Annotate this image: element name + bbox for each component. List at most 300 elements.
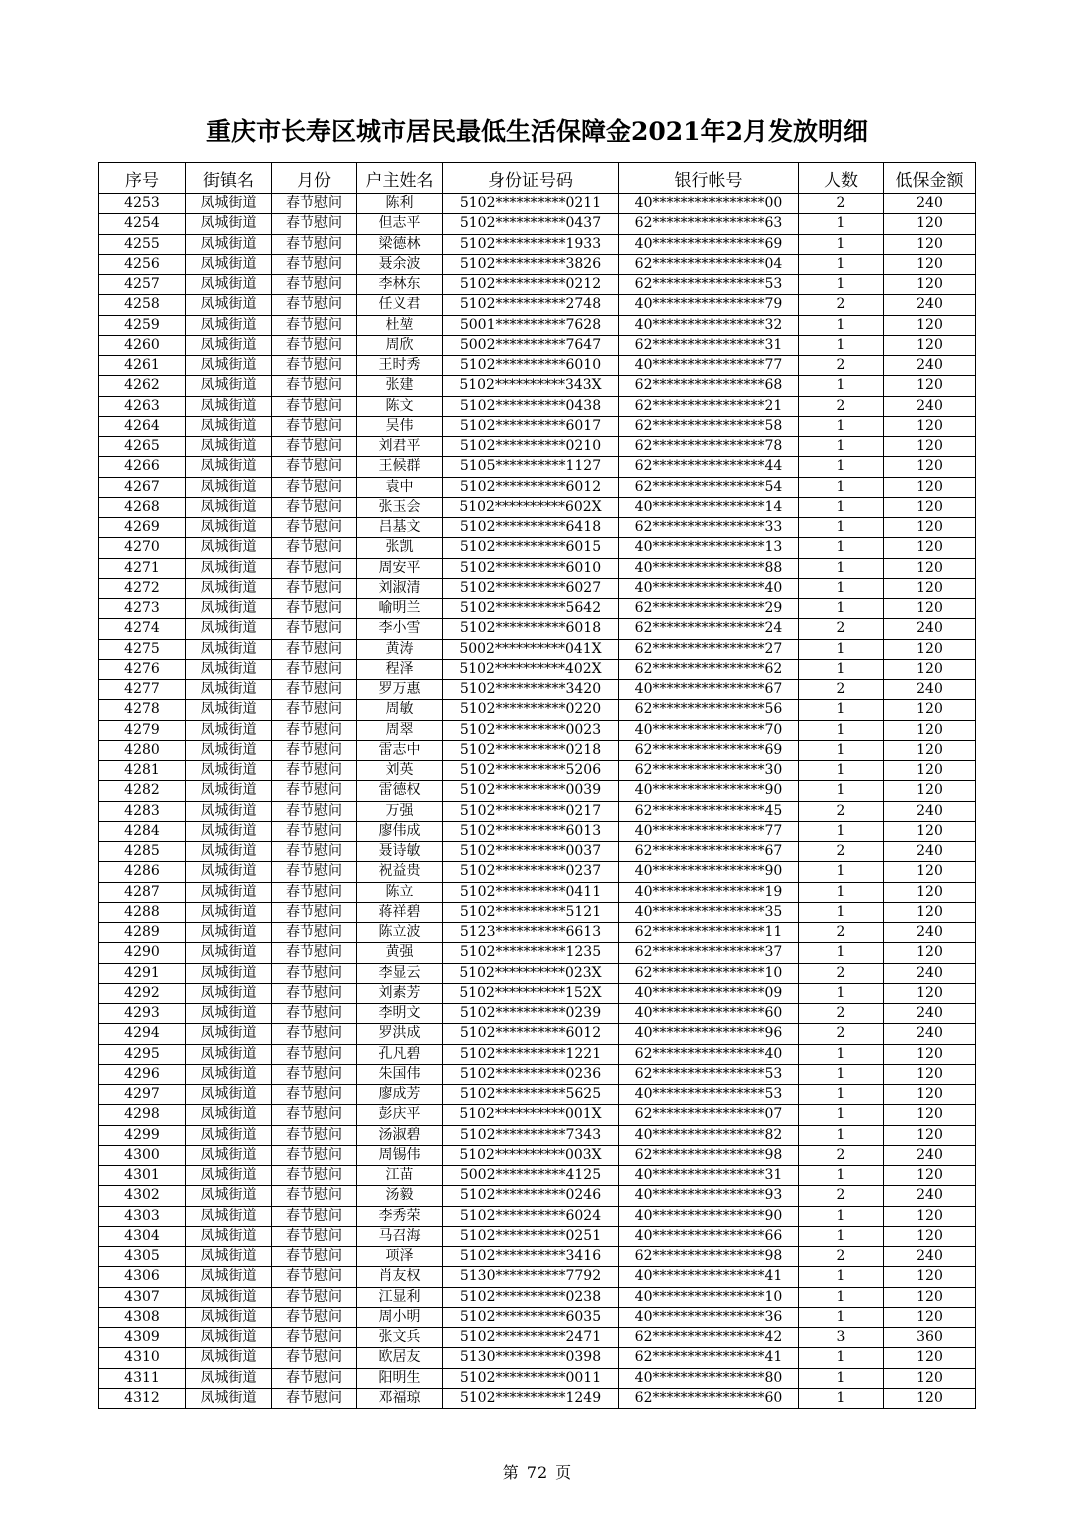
month-cell: 春节慰问 xyxy=(272,254,357,274)
serial-cell: 4257 xyxy=(99,275,186,295)
id-number-cell: 5102**********6024 xyxy=(443,1206,619,1226)
people-cell: 1 xyxy=(799,578,884,598)
serial-cell: 4269 xyxy=(99,518,186,538)
serial-cell: 4270 xyxy=(99,538,186,558)
serial-cell: 4258 xyxy=(99,295,186,315)
people-cell: 1 xyxy=(799,315,884,335)
serial-cell: 4253 xyxy=(99,194,186,214)
month-cell: 春节慰问 xyxy=(272,194,357,214)
id-number-cell: 5102**********6013 xyxy=(443,821,619,841)
amount-cell: 120 xyxy=(884,1064,976,1084)
table-row xyxy=(99,1004,976,1024)
serial-cell: 4280 xyxy=(99,740,186,760)
id-number-cell: 5102**********0238 xyxy=(443,1287,619,1307)
serial-cell: 4273 xyxy=(99,599,186,619)
amount-cell: 120 xyxy=(884,457,976,477)
table-row xyxy=(99,234,976,254)
serial-cell: 4262 xyxy=(99,376,186,396)
street-cell: 凤城街道 xyxy=(186,700,272,720)
street-cell: 凤城街道 xyxy=(186,1105,272,1125)
amount-cell: 120 xyxy=(884,538,976,558)
id-number-cell: 5102**********0246 xyxy=(443,1186,619,1206)
amount-cell: 240 xyxy=(884,963,976,983)
table-row xyxy=(99,1206,976,1226)
month-cell: 春节慰问 xyxy=(272,902,357,922)
amount-cell: 240 xyxy=(884,1024,976,1044)
people-cell: 2 xyxy=(799,295,884,315)
serial-cell: 4274 xyxy=(99,619,186,639)
amount-cell: 120 xyxy=(884,558,976,578)
month-cell: 春节慰问 xyxy=(272,1166,357,1186)
month-cell: 春节慰问 xyxy=(272,720,357,740)
id-number-cell: 5102**********0251 xyxy=(443,1226,619,1246)
householder-cell: 李小雪 xyxy=(357,619,443,639)
householder-cell: 蒋祥碧 xyxy=(357,902,443,922)
serial-cell: 4275 xyxy=(99,639,186,659)
id-number-cell: 5102**********6418 xyxy=(443,518,619,538)
month-cell: 春节慰问 xyxy=(272,396,357,416)
serial-cell: 4303 xyxy=(99,1206,186,1226)
householder-cell: 王候群 xyxy=(357,457,443,477)
table-row xyxy=(99,943,976,963)
month-cell: 春节慰问 xyxy=(272,1004,357,1024)
serial-cell: 4259 xyxy=(99,315,186,335)
id-number-cell: 5102**********0211 xyxy=(443,194,619,214)
table-row xyxy=(99,1247,976,1267)
month-cell: 春节慰问 xyxy=(272,1348,357,1368)
bank-account-cell: 40****************69 xyxy=(619,234,799,254)
amount-cell: 120 xyxy=(884,497,976,517)
serial-cell: 4254 xyxy=(99,214,186,234)
householder-cell: 万强 xyxy=(357,801,443,821)
page-number: 72 xyxy=(526,1463,548,1482)
householder-cell: 杜堃 xyxy=(357,315,443,335)
street-cell: 凤城街道 xyxy=(186,376,272,396)
bank-account-cell: 40****************80 xyxy=(619,1368,799,1388)
table-row xyxy=(99,639,976,659)
month-cell: 春节慰问 xyxy=(272,1044,357,1064)
serial-cell: 4282 xyxy=(99,781,186,801)
month-cell: 春节慰问 xyxy=(272,295,357,315)
serial-cell: 4304 xyxy=(99,1226,186,1246)
month-cell: 春节慰问 xyxy=(272,1206,357,1226)
column-header-householder: 户主姓名 xyxy=(357,163,443,194)
month-cell: 春节慰问 xyxy=(272,457,357,477)
street-cell: 凤城街道 xyxy=(186,1267,272,1287)
serial-cell: 4285 xyxy=(99,842,186,862)
serial-cell: 4307 xyxy=(99,1287,186,1307)
people-cell: 2 xyxy=(799,1186,884,1206)
table-row xyxy=(99,538,976,558)
amount-cell: 120 xyxy=(884,335,976,355)
serial-cell: 4267 xyxy=(99,477,186,497)
id-number-cell: 5102**********023X xyxy=(443,963,619,983)
street-cell: 凤城街道 xyxy=(186,862,272,882)
id-number-cell: 5002**********4125 xyxy=(443,1166,619,1186)
table-row xyxy=(99,781,976,801)
householder-cell: 刘素芳 xyxy=(357,983,443,1003)
table-row xyxy=(99,1125,976,1145)
street-cell: 凤城街道 xyxy=(186,1186,272,1206)
id-number-cell: 5102**********1221 xyxy=(443,1044,619,1064)
bank-account-cell: 62****************24 xyxy=(619,619,799,639)
amount-cell: 120 xyxy=(884,659,976,679)
serial-cell: 4287 xyxy=(99,882,186,902)
bank-account-cell: 40****************70 xyxy=(619,720,799,740)
people-cell: 1 xyxy=(799,214,884,234)
people-cell: 1 xyxy=(799,477,884,497)
bank-account-cell: 62****************69 xyxy=(619,740,799,760)
bank-account-cell: 62****************11 xyxy=(619,923,799,943)
street-cell: 凤城街道 xyxy=(186,1024,272,1044)
people-cell: 1 xyxy=(799,599,884,619)
bank-account-cell: 40****************60 xyxy=(619,1004,799,1024)
month-cell: 春节慰问 xyxy=(272,234,357,254)
people-cell: 1 xyxy=(799,335,884,355)
id-number-cell: 5102**********6010 xyxy=(443,356,619,376)
amount-cell: 240 xyxy=(884,396,976,416)
street-cell: 凤城街道 xyxy=(186,963,272,983)
table-row xyxy=(99,1348,976,1368)
amount-cell: 120 xyxy=(884,416,976,436)
month-cell: 春节慰问 xyxy=(272,1085,357,1105)
id-number-cell: 5002**********7647 xyxy=(443,335,619,355)
serial-cell: 4289 xyxy=(99,923,186,943)
people-cell: 1 xyxy=(799,376,884,396)
table-row xyxy=(99,1226,976,1246)
street-cell: 凤城街道 xyxy=(186,234,272,254)
householder-cell: 廖伟成 xyxy=(357,821,443,841)
people-cell: 1 xyxy=(799,740,884,760)
serial-cell: 4286 xyxy=(99,862,186,882)
table-body xyxy=(99,194,976,1409)
month-cell: 春节慰问 xyxy=(272,1388,357,1408)
serial-cell: 4298 xyxy=(99,1105,186,1125)
householder-cell: 雷德权 xyxy=(357,781,443,801)
amount-cell: 120 xyxy=(884,1287,976,1307)
amount-cell: 120 xyxy=(884,1267,976,1287)
id-number-cell: 5102**********5206 xyxy=(443,761,619,781)
people-cell: 1 xyxy=(799,983,884,1003)
amount-cell: 120 xyxy=(884,1226,976,1246)
table-row xyxy=(99,315,976,335)
serial-cell: 4276 xyxy=(99,659,186,679)
householder-cell: 张建 xyxy=(357,376,443,396)
street-cell: 凤城街道 xyxy=(186,1206,272,1226)
serial-cell: 4294 xyxy=(99,1024,186,1044)
month-cell: 春节慰问 xyxy=(272,1064,357,1084)
serial-cell: 4305 xyxy=(99,1247,186,1267)
householder-cell: 周翠 xyxy=(357,720,443,740)
people-cell: 1 xyxy=(799,943,884,963)
id-number-cell: 5102**********1249 xyxy=(443,1388,619,1408)
people-cell: 1 xyxy=(799,1226,884,1246)
bank-account-cell: 62****************33 xyxy=(619,518,799,538)
street-cell: 凤城街道 xyxy=(186,214,272,234)
amount-cell: 120 xyxy=(884,518,976,538)
householder-cell: 吕基文 xyxy=(357,518,443,538)
bank-account-cell: 62****************56 xyxy=(619,700,799,720)
householder-cell: 陈立波 xyxy=(357,923,443,943)
street-cell: 凤城街道 xyxy=(186,923,272,943)
month-cell: 春节慰问 xyxy=(272,801,357,821)
amount-cell: 120 xyxy=(884,720,976,740)
amount-cell: 240 xyxy=(884,1247,976,1267)
bank-account-cell: 62****************42 xyxy=(619,1328,799,1348)
amount-cell: 240 xyxy=(884,1145,976,1165)
householder-cell: 刘英 xyxy=(357,761,443,781)
people-cell: 1 xyxy=(799,882,884,902)
bank-account-cell: 40****************90 xyxy=(619,781,799,801)
householder-cell: 刘君平 xyxy=(357,437,443,457)
table-row xyxy=(99,700,976,720)
street-cell: 凤城街道 xyxy=(186,315,272,335)
bank-account-cell: 40****************53 xyxy=(619,1085,799,1105)
householder-cell: 江苗 xyxy=(357,1166,443,1186)
street-cell: 凤城街道 xyxy=(186,781,272,801)
column-header-month: 月份 xyxy=(272,163,357,194)
people-cell: 1 xyxy=(799,518,884,538)
month-cell: 春节慰问 xyxy=(272,315,357,335)
id-number-cell: 5102**********1933 xyxy=(443,234,619,254)
serial-cell: 4288 xyxy=(99,902,186,922)
id-number-cell: 5102**********0039 xyxy=(443,781,619,801)
table-row xyxy=(99,457,976,477)
id-number-cell: 5105**********1127 xyxy=(443,457,619,477)
serial-cell: 4290 xyxy=(99,943,186,963)
bank-account-cell: 40****************82 xyxy=(619,1125,799,1145)
table-row xyxy=(99,801,976,821)
amount-cell: 120 xyxy=(884,761,976,781)
month-cell: 春节慰问 xyxy=(272,578,357,598)
people-cell: 1 xyxy=(799,254,884,274)
month-cell: 春节慰问 xyxy=(272,558,357,578)
month-cell: 春节慰问 xyxy=(272,639,357,659)
bank-account-cell: 62****************27 xyxy=(619,639,799,659)
amount-cell: 120 xyxy=(884,376,976,396)
bank-account-cell: 62****************45 xyxy=(619,801,799,821)
month-cell: 春节慰问 xyxy=(272,1368,357,1388)
people-cell: 1 xyxy=(799,558,884,578)
people-cell: 2 xyxy=(799,396,884,416)
householder-cell: 周安平 xyxy=(357,558,443,578)
month-cell: 春节慰问 xyxy=(272,1267,357,1287)
bank-account-cell: 40****************77 xyxy=(619,821,799,841)
table-row xyxy=(99,1085,976,1105)
month-cell: 春节慰问 xyxy=(272,943,357,963)
table-row xyxy=(99,194,976,214)
street-cell: 凤城街道 xyxy=(186,1368,272,1388)
householder-cell: 汤毅 xyxy=(357,1186,443,1206)
column-header-serial: 序号 xyxy=(99,163,186,194)
bank-account-cell: 40****************93 xyxy=(619,1186,799,1206)
table-row xyxy=(99,1024,976,1044)
street-cell: 凤城街道 xyxy=(186,518,272,538)
street-cell: 凤城街道 xyxy=(186,842,272,862)
serial-cell: 4308 xyxy=(99,1307,186,1327)
householder-cell: 项泽 xyxy=(357,1247,443,1267)
page-number-prefix: 第 xyxy=(502,1463,519,1482)
id-number-cell: 5102**********5121 xyxy=(443,902,619,922)
people-cell: 2 xyxy=(799,1024,884,1044)
table-row xyxy=(99,497,976,517)
serial-cell: 4302 xyxy=(99,1186,186,1206)
column-header-amount: 低保金额 xyxy=(884,163,976,194)
table-row xyxy=(99,254,976,274)
month-cell: 春节慰问 xyxy=(272,983,357,1003)
amount-cell: 120 xyxy=(884,862,976,882)
street-cell: 凤城街道 xyxy=(186,1064,272,1084)
bank-account-cell: 40****************90 xyxy=(619,862,799,882)
street-cell: 凤城街道 xyxy=(186,599,272,619)
serial-cell: 4278 xyxy=(99,700,186,720)
street-cell: 凤城街道 xyxy=(186,1044,272,1064)
householder-cell: 陈利 xyxy=(357,194,443,214)
month-cell: 春节慰问 xyxy=(272,599,357,619)
street-cell: 凤城街道 xyxy=(186,416,272,436)
householder-cell: 李林东 xyxy=(357,275,443,295)
month-cell: 春节慰问 xyxy=(272,781,357,801)
serial-cell: 4277 xyxy=(99,680,186,700)
serial-cell: 4256 xyxy=(99,254,186,274)
month-cell: 春节慰问 xyxy=(272,740,357,760)
serial-cell: 4268 xyxy=(99,497,186,517)
bank-account-cell: 62****************29 xyxy=(619,599,799,619)
householder-cell: 汤淑碧 xyxy=(357,1125,443,1145)
street-cell: 凤城街道 xyxy=(186,396,272,416)
street-cell: 凤城街道 xyxy=(186,902,272,922)
street-cell: 凤城街道 xyxy=(186,619,272,639)
people-cell: 2 xyxy=(799,1004,884,1024)
amount-cell: 120 xyxy=(884,700,976,720)
table-row xyxy=(99,1105,976,1125)
table-row xyxy=(99,882,976,902)
serial-cell: 4279 xyxy=(99,720,186,740)
amount-cell: 240 xyxy=(884,801,976,821)
bank-account-cell: 40****************35 xyxy=(619,902,799,922)
id-number-cell: 5102**********402X xyxy=(443,659,619,679)
householder-cell: 周敏 xyxy=(357,700,443,720)
bank-account-cell: 40****************32 xyxy=(619,315,799,335)
street-cell: 凤城街道 xyxy=(186,1226,272,1246)
serial-cell: 4312 xyxy=(99,1388,186,1408)
householder-cell: 聂诗敏 xyxy=(357,842,443,862)
people-cell: 2 xyxy=(799,356,884,376)
id-number-cell: 5102**********6012 xyxy=(443,477,619,497)
id-number-cell: 5102**********3416 xyxy=(443,1247,619,1267)
table-row xyxy=(99,477,976,497)
amount-cell: 120 xyxy=(884,275,976,295)
bank-account-cell: 40****************36 xyxy=(619,1307,799,1327)
month-cell: 春节慰问 xyxy=(272,1145,357,1165)
table-row xyxy=(99,518,976,538)
people-cell: 1 xyxy=(799,862,884,882)
people-cell: 1 xyxy=(799,497,884,517)
amount-cell: 120 xyxy=(884,740,976,760)
amount-cell: 120 xyxy=(884,1044,976,1064)
street-cell: 凤城街道 xyxy=(186,538,272,558)
id-number-cell: 5102**********0217 xyxy=(443,801,619,821)
people-cell: 2 xyxy=(799,1145,884,1165)
bank-account-cell: 40****************14 xyxy=(619,497,799,517)
id-number-cell: 5102**********5625 xyxy=(443,1085,619,1105)
street-cell: 凤城街道 xyxy=(186,882,272,902)
month-cell: 春节慰问 xyxy=(272,1125,357,1145)
householder-cell: 黄涛 xyxy=(357,639,443,659)
id-number-cell: 5102**********6027 xyxy=(443,578,619,598)
householder-cell: 但志平 xyxy=(357,214,443,234)
street-cell: 凤城街道 xyxy=(186,943,272,963)
bank-account-cell: 62****************44 xyxy=(619,457,799,477)
id-number-cell: 5102**********001X xyxy=(443,1105,619,1125)
amount-cell: 120 xyxy=(884,1105,976,1125)
people-cell: 1 xyxy=(799,821,884,841)
month-cell: 春节慰问 xyxy=(272,842,357,862)
table-row xyxy=(99,1328,976,1348)
street-cell: 凤城街道 xyxy=(186,740,272,760)
householder-cell: 周小明 xyxy=(357,1307,443,1327)
serial-cell: 4266 xyxy=(99,457,186,477)
bank-account-cell: 40****************13 xyxy=(619,538,799,558)
bank-account-cell: 40****************31 xyxy=(619,1166,799,1186)
month-cell: 春节慰问 xyxy=(272,1287,357,1307)
column-header-id-number: 身份证号码 xyxy=(443,163,619,194)
amount-cell: 120 xyxy=(884,781,976,801)
amount-cell: 120 xyxy=(884,214,976,234)
id-number-cell: 5130**********0398 xyxy=(443,1348,619,1368)
bank-account-cell: 40****************77 xyxy=(619,356,799,376)
amount-cell: 120 xyxy=(884,882,976,902)
householder-cell: 江显利 xyxy=(357,1287,443,1307)
id-number-cell: 5102**********0011 xyxy=(443,1368,619,1388)
id-number-cell: 5102**********0218 xyxy=(443,740,619,760)
people-cell: 2 xyxy=(799,801,884,821)
table-row xyxy=(99,619,976,639)
serial-cell: 4300 xyxy=(99,1145,186,1165)
street-cell: 凤城街道 xyxy=(186,1388,272,1408)
people-cell: 1 xyxy=(799,1064,884,1084)
serial-cell: 4292 xyxy=(99,983,186,1003)
amount-cell: 120 xyxy=(884,1206,976,1226)
serial-cell: 4271 xyxy=(99,558,186,578)
table-row xyxy=(99,923,976,943)
table-row xyxy=(99,1368,976,1388)
amount-cell: 240 xyxy=(884,680,976,700)
id-number-cell: 5102**********0237 xyxy=(443,862,619,882)
bank-account-cell: 62****************40 xyxy=(619,1044,799,1064)
householder-cell: 黄强 xyxy=(357,943,443,963)
people-cell: 1 xyxy=(799,234,884,254)
amount-cell: 120 xyxy=(884,1085,976,1105)
page-title: 重庆市长寿区城市居民最低生活保障金2021年2月发放明细 xyxy=(206,117,868,146)
table-row xyxy=(99,1064,976,1084)
month-cell: 春节慰问 xyxy=(272,356,357,376)
amount-cell: 120 xyxy=(884,234,976,254)
amount-cell: 120 xyxy=(884,1125,976,1145)
people-cell: 1 xyxy=(799,1388,884,1408)
householder-cell: 欧居友 xyxy=(357,1348,443,1368)
id-number-cell: 5102**********602X xyxy=(443,497,619,517)
amount-cell: 120 xyxy=(884,578,976,598)
table-row xyxy=(99,842,976,862)
serial-cell: 4299 xyxy=(99,1125,186,1145)
id-number-cell: 5102**********0220 xyxy=(443,700,619,720)
table-row xyxy=(99,902,976,922)
serial-cell: 4306 xyxy=(99,1267,186,1287)
amount-cell: 120 xyxy=(884,1166,976,1186)
street-cell: 凤城街道 xyxy=(186,1348,272,1368)
id-number-cell: 5102**********0037 xyxy=(443,842,619,862)
